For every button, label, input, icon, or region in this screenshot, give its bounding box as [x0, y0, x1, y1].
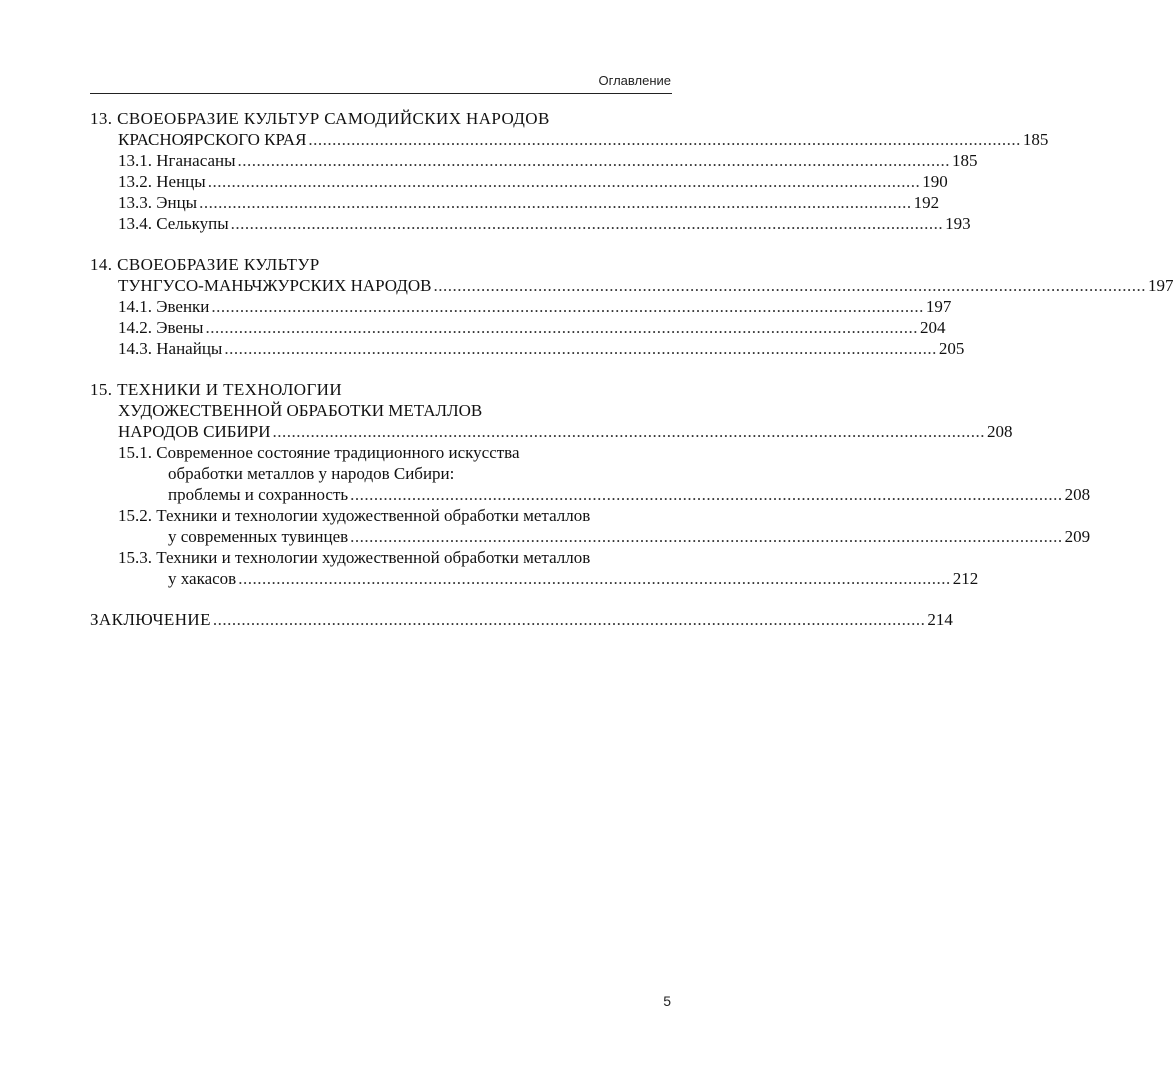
toc-leader-dots: ......................................................................................................................................................: [199, 193, 912, 212]
toc-leader-dots: ......................................................................................................................................................: [272, 422, 985, 441]
toc-entry: [90, 547, 672, 568]
toc-entry: [90, 296, 952, 317]
toc-entry: [90, 192, 940, 213]
toc-entry: [90, 421, 1013, 442]
toc-entry: [90, 568, 979, 589]
table-of-contents: [90, 108, 1173, 650]
toc-entry-page: 197: [925, 297, 952, 316]
toc-entry-title: 15.1. Современное состояние традиционного искусства: [118, 443, 520, 462]
toc-entry-title: 13.3. Энцы: [118, 193, 198, 212]
toc-leader-dots: ......................................................................................................................................................: [350, 527, 1063, 546]
toc-entry-title: ХУДОЖЕСТВЕННОЙ ОБРАБОТКИ МЕТАЛЛОВ: [118, 401, 483, 420]
toc-leader-dots: ......................................................................................................................................................: [433, 276, 1146, 295]
toc-entry-page: 197: [1147, 276, 1173, 295]
toc-entry-title: 14. СВОЕОБРАЗИЕ КУЛЬТУР: [90, 255, 320, 274]
toc-section: [90, 609, 953, 630]
toc-leader-dots: ......................................................................................................................................................: [212, 610, 926, 629]
toc-entry: [90, 254, 672, 275]
toc-entry-title: КРАСНОЯРСКОГО КРАЯ: [118, 130, 307, 149]
toc-section: [90, 254, 1173, 359]
toc-entry: [90, 442, 672, 463]
toc-entry: [90, 275, 1173, 296]
toc-entry: [90, 129, 1049, 150]
toc-entry-title: 13.2. Ненцы: [118, 172, 206, 191]
toc-entry-title: 13.1. Нганасаны: [118, 151, 236, 170]
page-number: 5: [663, 993, 671, 1009]
toc-leader-dots: ......................................................................................................................................................: [207, 172, 921, 191]
toc-entry-title: 15.3. Техники и технологии художественной обработки металлов: [118, 548, 591, 567]
toc-entry-title: у хакасов: [168, 569, 237, 588]
toc-entry-title: ТУНГУСО-МАНЬЧЖУРСКИХ НАРОДОВ: [118, 276, 432, 295]
toc-entry-page: 212: [952, 569, 979, 588]
toc-entry: [90, 609, 953, 630]
toc-entry-page: 190: [922, 172, 948, 191]
toc-entry-page: 192: [913, 193, 940, 212]
toc-entry: [90, 505, 672, 526]
toc-entry: [90, 317, 946, 338]
toc-entry-title: 15. ТЕХНИКИ И ТЕХНОЛОГИИ: [90, 380, 343, 399]
toc-entry: [90, 213, 971, 234]
toc-entry-title: 13.4. Селькупы: [118, 214, 229, 233]
toc-entry: [90, 400, 672, 421]
toc-entry-page: 208: [987, 422, 1013, 441]
toc-section: [90, 108, 1049, 234]
toc-leader-dots: ......................................................................................................................................................: [205, 318, 918, 337]
toc-entry-title: 14.3. Нанайцы: [118, 339, 223, 358]
toc-leader-dots: ......................................................................................................................................................: [237, 151, 951, 170]
toc-leader-dots: ......................................................................................................................................................: [350, 485, 1063, 504]
toc-entry: [90, 171, 948, 192]
toc-entry-page: 214: [927, 610, 953, 629]
toc-entry: [90, 526, 1091, 547]
toc-entry: [90, 338, 965, 359]
toc-entry-page: 208: [1064, 485, 1091, 504]
toc-entry-title: у современных тувинцев: [168, 527, 349, 546]
header-rule: [90, 93, 672, 94]
toc-leader-dots: ......................................................................................................................................................: [211, 297, 924, 316]
toc-entry-title: НАРОДОВ СИБИРИ: [118, 422, 271, 441]
toc-leader-dots: ......................................................................................................................................................: [230, 214, 944, 233]
toc-leader-dots: ......................................................................................................................................................: [238, 569, 951, 588]
toc-entry: [90, 484, 1091, 505]
toc-entry-title: 14.1. Эвенки: [118, 297, 210, 316]
toc-entry-page: 204: [919, 318, 946, 337]
toc-entry-title: 13. СВОЕОБРАЗИЕ КУЛЬТУР САМОДИЙСКИХ НАРОДОВ: [90, 109, 550, 128]
toc-entry-title: 14.2. Эвены: [118, 318, 204, 337]
toc-leader-dots: ......................................................................................................................................................: [308, 130, 1021, 149]
toc-entry-title: 15.2. Техники и технологии художественной обработки металлов: [118, 506, 591, 525]
toc-entry: [90, 150, 978, 171]
toc-entry-title: проблемы и сохранность: [168, 485, 349, 504]
toc-entry-page: 205: [938, 339, 965, 358]
toc-entry: [90, 379, 672, 400]
toc-entry-page: 185: [1022, 130, 1049, 149]
toc-leader-dots: ......................................................................................................................................................: [224, 339, 937, 358]
toc-section: [90, 379, 1091, 589]
toc-entry-page: 185: [952, 151, 978, 170]
toc-entry-title: обработки металлов у народов Сибири:: [168, 464, 455, 483]
toc-entry: [90, 463, 672, 484]
running-head: Оглавление: [598, 73, 671, 88]
toc-entry-title: ЗАКЛЮЧЕНИЕ: [90, 610, 211, 629]
toc-entry-page: 193: [945, 214, 971, 233]
toc-entry: [90, 108, 672, 129]
toc-entry-page: 209: [1064, 527, 1091, 546]
